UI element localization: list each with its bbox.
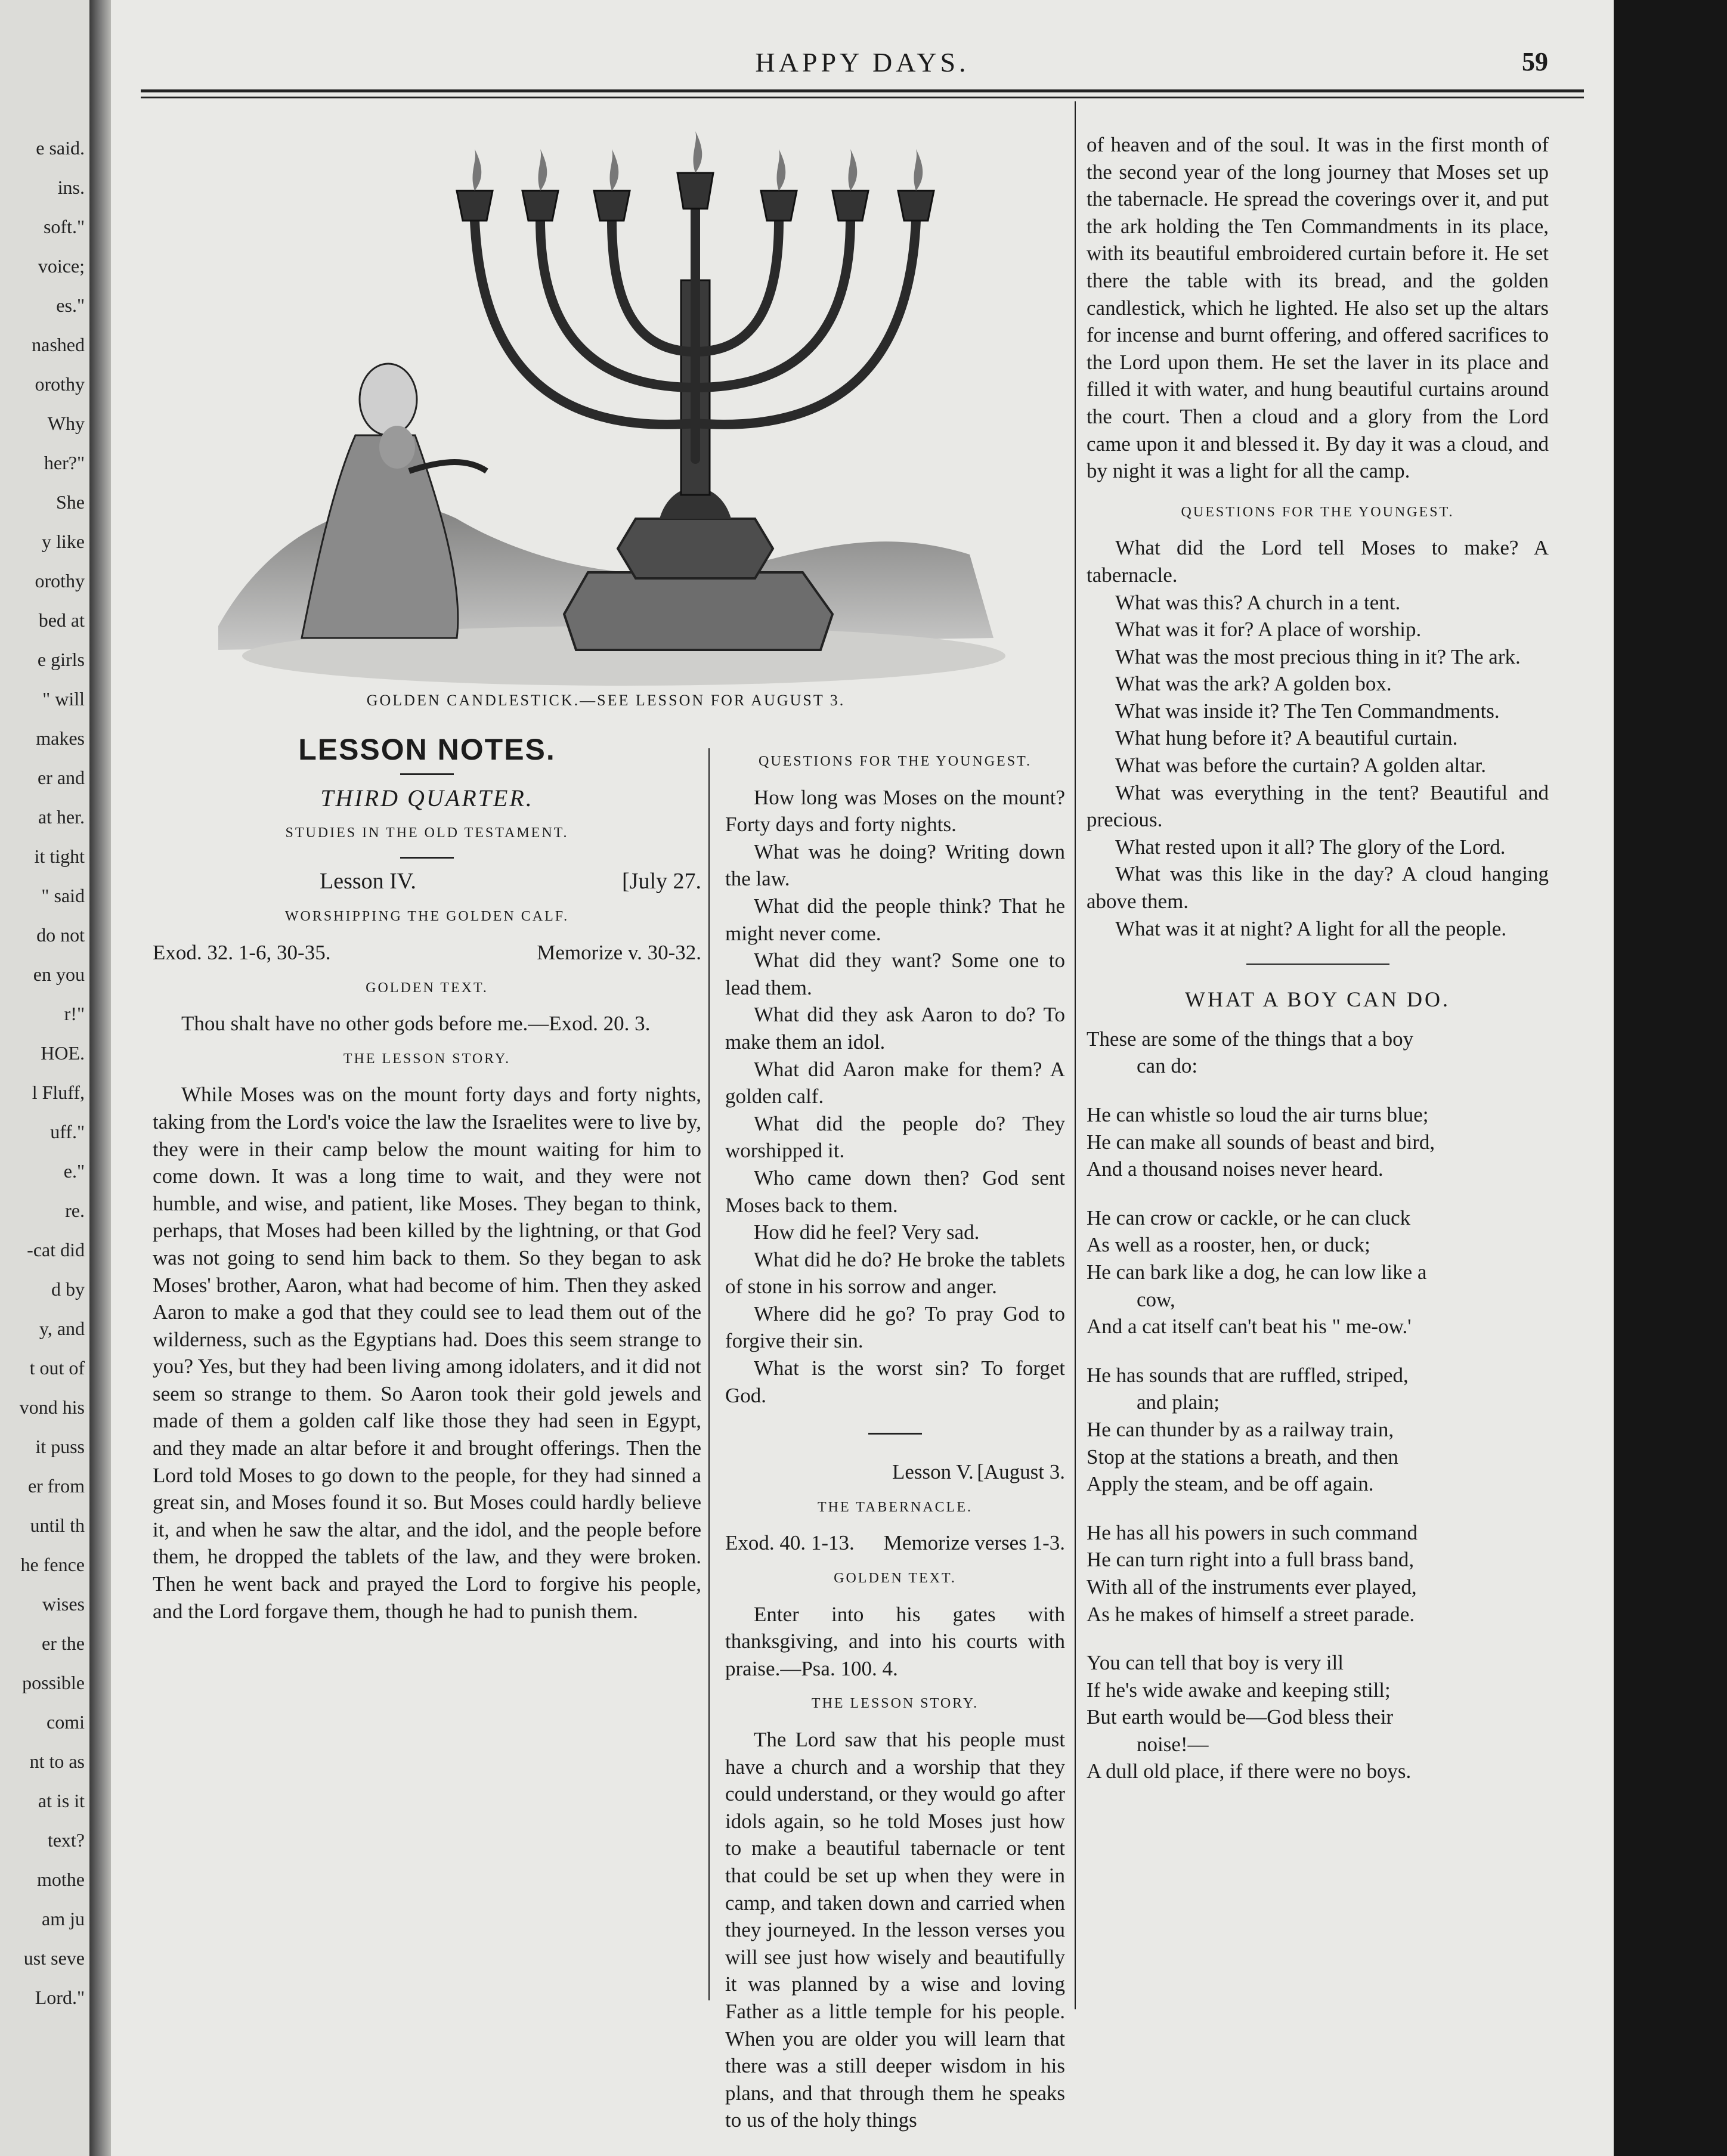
adjacent-page-text: at is it — [38, 1790, 85, 1811]
poem-line: He can bark like a dog, he can low like a — [1087, 1260, 1427, 1284]
question-answer: What was everything in the tent? Beautiful and precious. — [1087, 780, 1549, 832]
question-answer: What is the worst sin? To forget God. — [725, 1356, 1065, 1407]
candlestick-branches — [475, 209, 916, 459]
poem-line: He can whistle so loud the air turns blue; — [1087, 1103, 1429, 1126]
question-answer: What was the ark? A golden box. — [1115, 672, 1392, 696]
adjacent-page-text: uff." — [50, 1121, 85, 1142]
divider — [1246, 964, 1389, 965]
question-answer: What was it at night? A light for all the people. — [1115, 916, 1507, 940]
question-answer: What was inside it? The Ten Commandments. — [1115, 699, 1500, 723]
adjacent-page-text: en you — [33, 964, 85, 985]
question-answer: Who came down then? God sent Moses back to them. — [725, 1166, 1065, 1217]
poem-line: Stop at the stations a breath, and then — [1087, 1445, 1398, 1469]
studies-heading: STUDIES IN THE OLD TESTAMENT. — [285, 825, 569, 841]
question-answer: What was the most precious thing in it? The ark. — [1115, 645, 1521, 668]
header-rule-bottom — [141, 97, 1584, 98]
adjacent-page-text: he fence — [20, 1554, 85, 1575]
adjacent-page-text: Lord." — [35, 1987, 85, 2008]
lesson-iv-scripture: Exod. 32. 1-6, 30-35. — [153, 940, 331, 964]
question-answer: What did the people think? That he might never come. — [725, 894, 1065, 945]
poem-line: He has all his powers in such command — [1087, 1520, 1418, 1544]
adjacent-page-text: She — [56, 491, 85, 513]
poem-line: He can turn right into a full brass band, — [1087, 1548, 1415, 1572]
column-2 — [725, 748, 1065, 2134]
poem-line: And a cat itself can't beat his " me-ow.' — [1087, 1315, 1412, 1339]
question-answer: What did they ask Aaron to do? To make them an idol. — [725, 1003, 1065, 1054]
adjacent-page-text: e." — [63, 1160, 85, 1182]
poem-line: He can thunder by as a railway train, — [1087, 1417, 1394, 1441]
page-header-title: HAPPY DAYS. — [755, 47, 970, 78]
adjacent-page-text: possible — [22, 1672, 85, 1693]
lesson-v-date: [August 3. — [977, 1460, 1065, 1484]
adjacent-page-text: Why — [47, 413, 85, 434]
adjacent-page-text: er the — [42, 1633, 85, 1654]
poem-line: and plain; — [1137, 1390, 1220, 1414]
lesson-iv-number: Lesson IV. — [320, 868, 416, 894]
poem-line: cow, — [1137, 1287, 1175, 1311]
adjacent-page-text: it tight — [34, 845, 85, 867]
lesson-v-memorize: Memorize verses 1-3. — [883, 1531, 1065, 1555]
question-answer: What did the people do? They worshipped it. — [725, 1111, 1065, 1163]
poem-title: WHAT A BOY CAN DO. — [1184, 987, 1451, 1012]
lesson-v-story-heading: THE LESSON STORY. — [811, 1696, 979, 1712]
poem-stanza — [1087, 1101, 1549, 1183]
adjacent-page-text: wises — [42, 1593, 85, 1615]
adjacent-page-text: " said — [41, 885, 85, 906]
column-1 — [153, 733, 701, 1625]
lesson-iv-date: [July 27. — [622, 868, 701, 894]
adjacent-page-text: es." — [56, 295, 85, 316]
lesson-v-golden-text-heading: GOLDEN TEXT. — [834, 1570, 957, 1587]
question-answer: What did the Lord tell Moses to make? A tabernacle. — [1087, 536, 1549, 587]
adjacent-page-fragment — [0, 0, 92, 2156]
golden-candlestick-illustration — [206, 101, 1005, 698]
page-number: 59 — [1522, 47, 1548, 76]
adjacent-page-text: until th — [30, 1514, 85, 1536]
poem-stanzas — [1087, 1101, 1549, 1785]
question-answer: What rested upon it all? The glory of the Lord. — [1115, 835, 1506, 859]
divider — [868, 1433, 922, 1435]
lesson-v-title: THE TABERNACLE. — [818, 1499, 973, 1515]
question-answer: What hung before it? A beautiful curtain. — [1115, 726, 1458, 750]
question-answer: How long was Moses on the mount? Forty days and forty nights. — [725, 785, 1065, 837]
adjacent-page-text: -cat did — [27, 1239, 85, 1260]
adjacent-page-text: e said. — [36, 137, 85, 159]
poem-intro — [1087, 1026, 1549, 1080]
lesson-v-questions-heading: QUESTIONS FOR THE YOUNGEST. — [1181, 504, 1454, 520]
adjacent-page-text: bed at — [38, 609, 85, 631]
column-divider-2 — [1075, 101, 1076, 2009]
poem-stanza — [1087, 1519, 1549, 1628]
adjacent-page-text: e girls — [37, 649, 85, 670]
adjacent-page-text: it puss — [35, 1436, 85, 1457]
candlestick-base-upper — [618, 519, 773, 578]
adjacent-page-text: er from — [27, 1475, 85, 1497]
adjacent-page-text: nt to as — [29, 1751, 85, 1772]
adjacent-page-text: l Fluff, — [32, 1082, 85, 1103]
poem-body — [1087, 1026, 1549, 1785]
poem-line: He can crow or cackle, or he can cluck — [1087, 1206, 1411, 1229]
adjacent-page-text: at her. — [38, 806, 85, 828]
adjacent-page-text: makes — [36, 727, 85, 749]
poem-line: But earth would be—God bless their — [1087, 1705, 1394, 1729]
question-answer: What was he doing? Writing down the law. — [725, 840, 1065, 891]
adjacent-page-text: am ju — [42, 1908, 85, 1929]
scanner-dark-edge — [1614, 0, 1727, 2156]
adjacent-page-text: d by — [51, 1278, 85, 1300]
poem-line: noise!— — [1137, 1732, 1209, 1756]
adjacent-page-text: t out of — [29, 1357, 85, 1379]
adjacent-page-text: ins. — [57, 176, 85, 198]
adjacent-page-text: y, and — [39, 1318, 85, 1339]
poem-line: can do: — [1137, 1054, 1198, 1078]
adjacent-page-text: ust seve — [23, 1947, 85, 1969]
question-answer: What did Aaron make for them? A golden calf. — [725, 1057, 1065, 1108]
question-answer: What was before the curtain? A golden altar. — [1115, 754, 1486, 777]
lesson-v-number: Lesson V. — [892, 1460, 974, 1484]
adjacent-page-text: HOE. — [41, 1042, 85, 1064]
adjacent-page-text: r!" — [64, 1003, 85, 1024]
adjacent-page-text: soft." — [43, 216, 85, 237]
divider — [400, 773, 454, 775]
lesson-iv-questions-heading: QUESTIONS FOR THE YOUNGEST. — [759, 754, 1032, 769]
poem-line: As well as a rooster, hen, or duck; — [1087, 1233, 1370, 1257]
lesson-iv-title: WORSHIPPING THE GOLDEN CALF. — [284, 909, 570, 925]
poem-stanza — [1087, 1204, 1549, 1340]
poem-line: He can make all sounds of beast and bird, — [1087, 1130, 1435, 1154]
poem-stanza — [1087, 1362, 1549, 1498]
question-answer: What did he do? He broke the tablets of stone in his sorrow and anger. — [725, 1247, 1065, 1299]
adjacent-page-text: mothe — [37, 1869, 85, 1890]
lesson-v-story-part1: The Lord saw that his people must have a church and a worship that they could understand, or they would go after idols again, so he told Moses just how to make a beautiful tabernacle or tent that could be set up when they were in camp, and taken down and carried when they journeyed. In the lesson verses you will see just how wisely and beautifully it was planned by a wise and loving Father as a little temple for his people. When you are older you will learn that there was a still deeper wisdom in his plans, and that through them he speaks to us of the holy things — [725, 1728, 1065, 2132]
lesson-v-questions — [1087, 534, 1549, 942]
column-3 — [1087, 131, 1549, 1807]
poem-stanza — [1087, 1649, 1549, 1785]
question-answer: What was this like in the day? A cloud hanging above them. — [1087, 862, 1549, 913]
lesson-iv-memorize: Memorize v. 30-32. — [537, 940, 701, 964]
adjacent-page-text: her?" — [44, 452, 85, 473]
adjacent-page-text: y like — [42, 531, 85, 552]
poem-line: These are some of the things that a boy — [1087, 1027, 1414, 1051]
adjacent-page-text: re. — [65, 1200, 85, 1221]
lesson-v-scripture: Exod. 40. 1-13. — [725, 1531, 855, 1555]
illustration-caption: GOLDEN CANDLESTICK.—SEE LESSON FOR AUGUST 3. — [366, 692, 846, 709]
adjacent-page-text: er and — [37, 767, 85, 788]
adjacent-page-text: text? — [47, 1829, 85, 1851]
candlestick-base-lower — [564, 572, 832, 650]
question-answer: How did he feel? Very sad. — [754, 1221, 980, 1244]
adjacent-page-text: do not — [36, 924, 85, 946]
divider — [400, 857, 454, 859]
page-binding-shadow — [89, 0, 111, 2156]
quarter-heading: THIRD QUARTER. — [320, 784, 534, 811]
adjacent-page-text: vond his — [19, 1396, 85, 1418]
poem-line: With all of the instruments ever played, — [1087, 1575, 1417, 1599]
newspaper-page — [111, 0, 1614, 2156]
question-answer: Where did he go? To pray God to forgive their sin. — [725, 1302, 1065, 1353]
lesson-iv-golden-text-heading: GOLDEN TEXT. — [366, 980, 488, 996]
lesson-v-story-part2: of heaven and of the soul. It was in the first month of the second year of the long journey that Moses set up the tabernacle. He spread the coverings over it, and put the ark holding the Ten Commandments in its place, with its beautiful embroidered curtain before it. He set there the table with its bread, and the golden candlestick, which he lighted. He also set up the altars for incense and burnt offering, and offered sacrifices to the Lord upon them. He set the laver in its place and filled it with water, and hung beautiful curtains around the court. Then a cloud and a glory from the Lord came upon it and blessed it. By day it was a cloud, and by night it was a light for all the camp. — [1087, 133, 1549, 483]
lesson-iv-questions — [725, 784, 1065, 1410]
lesson-iv-story-heading: THE LESSON STORY. — [343, 1051, 511, 1067]
poem-line: You can tell that boy is very ill — [1087, 1651, 1344, 1675]
poem-line: Apply the steam, and be off again. — [1087, 1472, 1374, 1496]
adjacent-page-text: nashed — [32, 334, 85, 355]
lesson-v-golden-text: Enter into his gates with thanksgiving, and into his courts with praise.—Psa. 100. 4. — [725, 1602, 1065, 1680]
lesson-notes-heading: LESSON NOTES. — [298, 733, 556, 766]
header-rule-top — [141, 89, 1584, 92]
lesson-iv-story: While Moses was on the mount forty days and forty nights, taking from the Lord's voice the law the Israelites were to live by, they were in their camp below the mount waiting for him to come down. It was a long time to wait, and they were not humble, and wise, and patient, like Moses. They began to think, perhaps, that Moses had been killed by the lightning, or that God was not going to send him back to them. So they began to ask Moses' brother, Aaron, what had become of him. Then they asked Aaron to make a god that they could see to lead them out of the wilderness, such as the Egyptians had. Does this seem strange to you? Yes, but they had been living among idolaters, and it did not seem so strange to them. So Aaron took their gold jewels and made of them a golden calf like those they had seen in Egypt, and they made an altar before it and brought offerings. Then the Lord told Moses to go down to the people, for they had sinned a great sin, and Moses found it so. But Moses could hardly believe it, and when he saw the altar, and the idol, and the people before them, he dropped the tablets of the law, and they were broken. Then he went back and prayed the Lord to forgive his people, and the Lord forgave them, though he had to punish them. — [153, 1083, 701, 1623]
adjacent-page-text: voice; — [38, 255, 85, 277]
poem-line: And a thousand noises never heard. — [1087, 1157, 1384, 1181]
question-answer: What was it for? A place of worship. — [1115, 618, 1422, 642]
adjacent-page-text: " will — [42, 688, 85, 710]
poem-line: As he makes of himself a street parade. — [1087, 1602, 1415, 1626]
lesson-iv-golden-text: Thou shalt have no other gods before me.—Exod. 20. 3. — [181, 1012, 651, 1036]
question-answer: What was this? A church in a tent. — [1115, 590, 1401, 614]
column-divider-1 — [708, 748, 710, 2000]
poem-line: If he's wide awake and keeping still; — [1087, 1678, 1391, 1702]
adjacent-page-text: orothy — [35, 570, 85, 591]
poem-line: He has sounds that are ruffled, striped, — [1087, 1363, 1409, 1387]
question-answer: What did they want? Some one to lead them. — [725, 949, 1065, 999]
adjacent-page-text: comi — [47, 1711, 85, 1733]
adjacent-page-text: orothy — [35, 373, 85, 395]
poem-line: A dull old place, if there were no boys. — [1087, 1760, 1412, 1783]
